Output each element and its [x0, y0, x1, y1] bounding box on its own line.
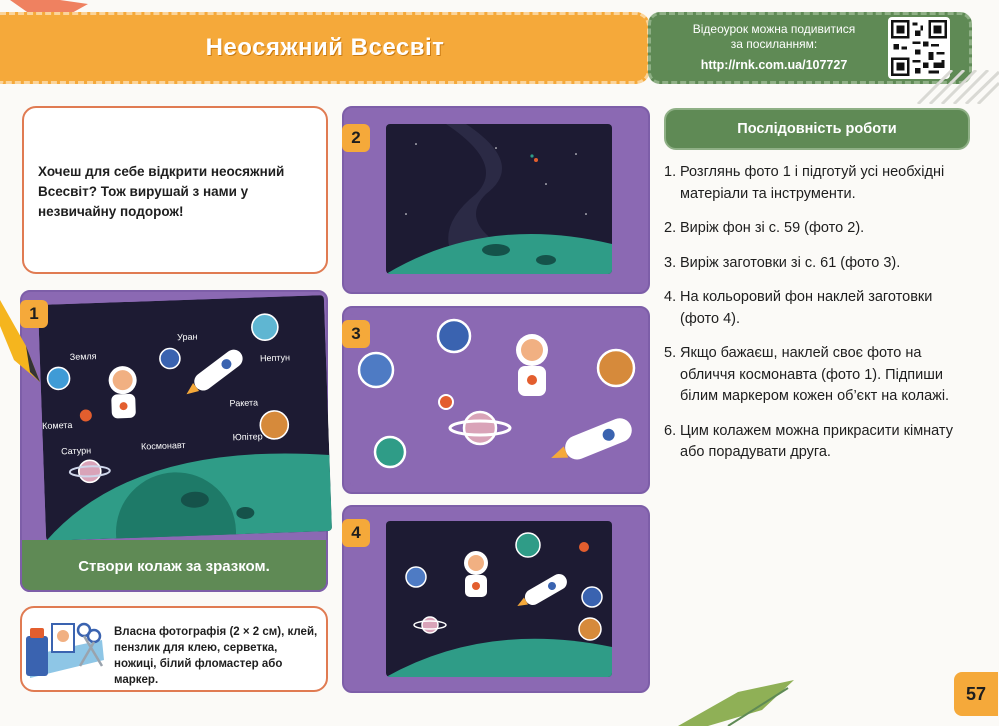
photo-number-1: 1 [20, 300, 48, 328]
video-link[interactable]: http://rnk.com.ua/107727 [700, 58, 848, 72]
leaf-decoration [668, 680, 798, 726]
step-item: 3. Виріж заготовки зі с. 61 (фото 3). [664, 254, 901, 271]
label-saturn: Сатурн [60, 445, 92, 457]
video-lesson-info [664, 22, 884, 73]
step-item: 5. Якщо бажаєш, наклей своє фото на обличчя космонавта (фото 1). Підпиши білим маркером кожен об’єкт на колажі. [664, 345, 950, 404]
label-rocket: Ракета [229, 397, 259, 409]
photo-1-collage [38, 295, 332, 541]
photo-4-result [386, 521, 612, 677]
step-item: 1. Розглянь фото 1 і підготуй усі необхідні матеріали та інструменти. [664, 164, 945, 202]
page-number: 57 [954, 672, 998, 716]
photo-number-3: 3 [342, 320, 370, 348]
photo-1-caption: Створи колаж за зразком. [78, 557, 270, 575]
photo-3-cutouts [350, 314, 642, 486]
label-comet: Комета [42, 419, 73, 431]
photo-2-background [386, 124, 612, 274]
craft-supplies-icon [22, 616, 108, 686]
materials-text: Власна фотографія (2 × 2 см), клей, пензлик для клею, серветка, ножиці, білий фломастер або маркер. [114, 626, 318, 686]
page-title: Неосяжний Всесвіт [205, 34, 445, 61]
step-item: 6. Цим колажем можна прикрасити кімнату або порадувати друга. [664, 422, 953, 460]
label-astronaut: Космонавт [140, 439, 186, 452]
step-item: 2. Виріж фон зі с. 59 (фото 2). [664, 220, 865, 236]
photo-number-2: 2 [342, 124, 370, 152]
label-earth: Земля [69, 351, 97, 362]
label-uranus: Уран [177, 331, 198, 343]
steps-heading: Послідовність роботи [737, 121, 897, 137]
label-jupiter: Юпітер [232, 431, 263, 443]
video-line2: за посиланням: [730, 37, 818, 51]
crayon-decoration [0, 286, 44, 386]
steps-list [664, 162, 974, 477]
video-line1: Відеоурок можна подивитися [692, 22, 856, 36]
step-item: 4. На кольоровий фон наклей заготовки (фото 4). [664, 289, 933, 327]
stripe-decoration [898, 70, 999, 104]
label-neptune: Нептун [259, 352, 291, 364]
photo-number-4: 4 [342, 519, 370, 547]
intro-text: Хочеш для себе відкрити неосяжний Всесвіт? Тож вирушай з нами у незвичайну подорож! [38, 164, 285, 219]
